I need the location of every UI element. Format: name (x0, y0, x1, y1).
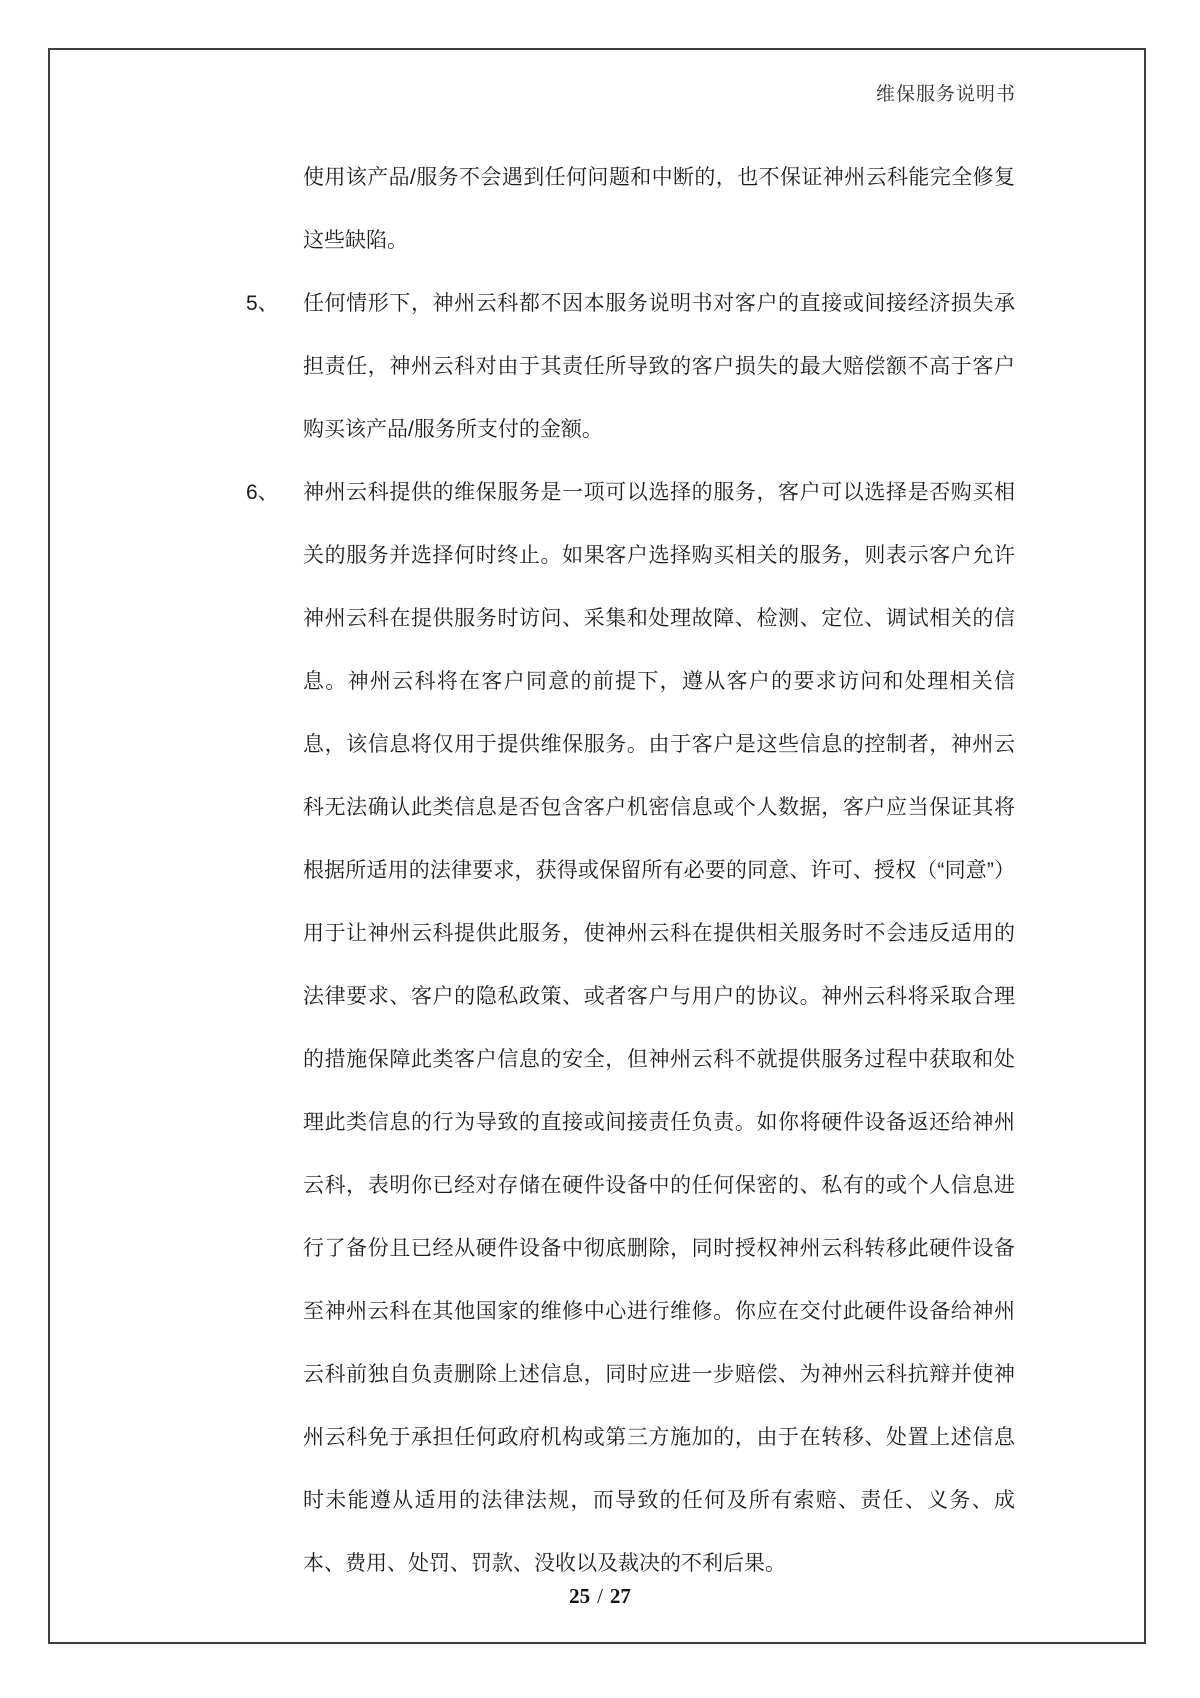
document-body (246, 146, 1015, 1595)
list-item-5-number: 5、 (246, 292, 279, 315)
page-header (0, 84, 1016, 106)
list-item-5 (246, 272, 1015, 461)
page-footer (0, 1583, 1200, 1609)
page-number-separator: / (597, 1584, 603, 1608)
list-item-6-number: 6、 (246, 481, 279, 504)
page-number-total: 27 (609, 1584, 631, 1608)
list-item-6 (246, 461, 1015, 1595)
page-number-current: 25 (569, 1584, 591, 1608)
header-title: 维保服务说明书 (875, 84, 1016, 105)
list-item-5-text: 任何情形下，神州云科都不因本服务说明书对客户的直接或间接经济损失承担责任，神州云科对由于其责任所导致的客户损失的最大赔偿额不高于客户购买该产品/服务所支付的金额。 (303, 292, 1015, 441)
list-item-6-text: 神州云科提供的维保服务是一项可以选择的服务，客户可以选择是否购买相关的服务并选择何时终止。如果客户选择购买相关的服务，则表示客户允许神州云科在提供服务时访问、采集和处理故障、检测、定位、调试相关的信息。神州云科将在客户同意的前提下，遵从客户的要求访问和处理相关信息，该信息将仅用于提供维保服务。由于客户是这些信息的控制者，神州云科无法确认此类信息是否包含客户机密信息或个人数据，客户应当保证其将根据所适用的法律要求，获得或保留所有必要的同意、许可、授权（“同意”）用于让神州云科提供此服务，使神州云科在提供相关服务时不会违反适用的法律要求、客户的隐私政策、或者客户与用户的协议。神州云科将采取合理的措施保障此类客户信息的安全，但神州云科不就提供服务过程中获取和处理此类信息的行为导致的直接或间接责任负责。如你将硬件设备返还给神州云科，表明你已经对存储在硬件设备中的任何保密的、私有的或个人信息进行了备份且已经从硬件设备中彻底删除，同时授权神州云科转移此硬件设备至神州云科在其他国家的维修中心进行维修。你应在交付此硬件设备给神州云科前独自负责删除上述信息，同时应进一步赔偿、为神州云科抗辩并使神州云科免于承担任何政府机构或第三方施加的，由于在转移、处置上述信息时未能遵从适用的法律法规，而导致的任何及所有索赔、责任、义务、成本、费用、处罚、罚款、没收以及裁决的不利后果。 (303, 481, 1015, 1575)
paragraph-intro-continuation: 使用该产品/服务不会遇到任何问题和中断的，也不保证神州云科能完全修复这些缺陷。 (303, 166, 1015, 252)
